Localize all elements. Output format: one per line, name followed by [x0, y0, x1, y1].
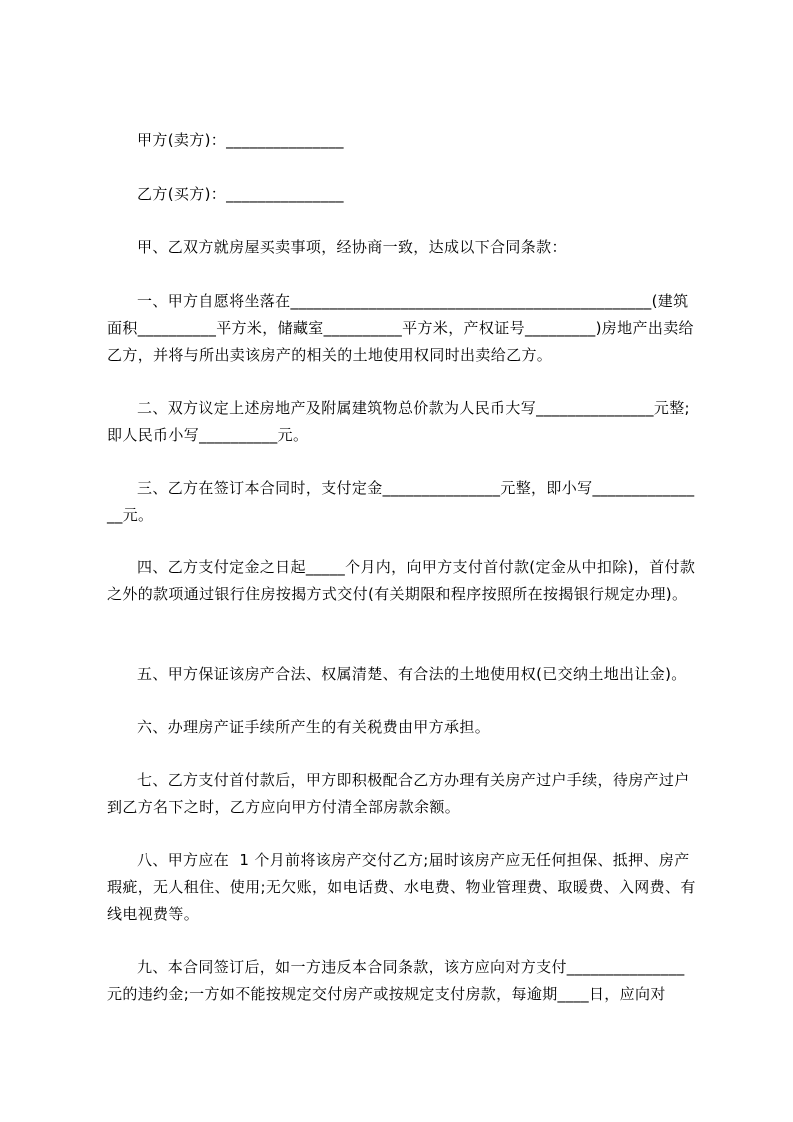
clause-7: 七、乙方支付首付款后，甲方即积极配合乙方办理有关房产过户手续，待房产过户到乙方名下之时，乙方应向甲方付清全部房款余额。: [107, 771, 690, 816]
clause-1: 一、甲方自愿将坐落在______________________________________________(建筑面积__________平方米，储藏室__________平方米，产权证号_________)房地产出卖给乙方，并将与所出卖该房产的相关的土地使用权同时出卖给乙方。: [107, 292, 694, 364]
party-a-line: 甲方(卖方)：_______________: [137, 131, 344, 149]
clause-9: 九、本合同签订后，如一方违反本合同条款，该方应向对方支付_______________元的违约金;一方如不能按规定交付房产或按规定支付房款，每逾期____日，应向对: [107, 958, 685, 1003]
intro-paragraph: 甲、乙双方就房屋买卖事项，经协商一致，达成以下合同条款：: [137, 238, 567, 256]
clause-2: 二、双方议定上述房地产及附属建筑物总价款为人民币大写_______________元整;即人民币小写__________元。: [107, 399, 690, 444]
clause-4: 四、乙方支付定金之日起_____个月内，向甲方支付首付款(定金从中扣除)，首付款之外的款项通过银行住房按揭方式交付(有关期限和程序按照所在按揭银行规定办理)。: [107, 558, 696, 603]
party-b-line: 乙方(买方)：_______________: [137, 185, 344, 203]
clause-8: 八、甲方应在 1 个月前将该房产交付乙方;届时该房产应无任何担保、抵押、房产瑕疵，无人租住、使用;无欠账，如电话费、水电费、物业管理费、取暖费、入网费、有线电视费等。: [107, 851, 696, 923]
clause-5: 五、甲方保证该房产合法、权属清楚、有合法的土地使用权(已交纳土地出让金)。: [137, 665, 687, 683]
clause-3: 三、乙方在签订本合同时，支付定金_______________元整，即小写_______________元。: [107, 479, 695, 524]
clause-6: 六、办理房产证手续所产生的有关税费由甲方承担。: [137, 718, 491, 736]
